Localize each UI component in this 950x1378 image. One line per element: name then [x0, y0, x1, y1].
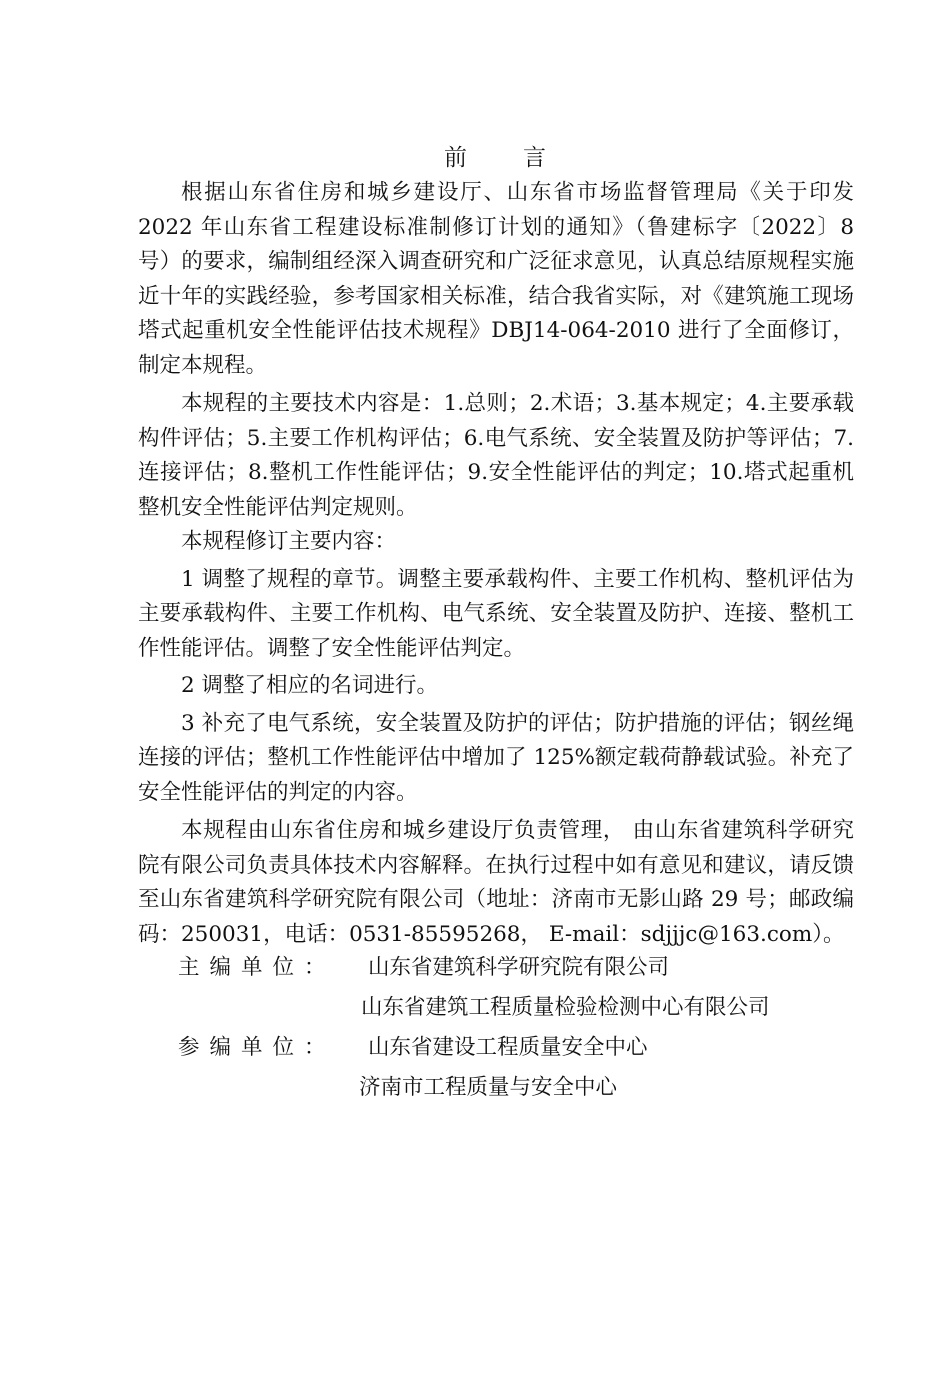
paragraph-management: 本规程由山东省住房和城乡建设厅负责管理， 由山东省建筑科学研究院有限公司负责具体技术内容解释。在执行过程中如有意见和建议，请反馈至山东省建筑科学研究院有限公司（地址：济南市无影山路 29 号；邮政编码：250031，电话：0531-85595268， E-mail：sdjjjc@163.com）。 — [138, 818, 854, 947]
title-char-left: 前 — [444, 145, 467, 171]
title-char-right: 言 — [523, 145, 546, 171]
page-title — [0, 139, 950, 172]
paragraph-background: 根据山东省住房和城乡建设厅、山东省市场监督管理局《关于印发 2022 年山东省工程建设标准制修订计划的通知》（鲁建标字〔2022〕8 号）的要求，编制组经深入调查研究和广泛征求意见，认真总结原规程实施近十年的实践经验，参考国家相关标准，结合我省实际，对《建筑施工现场塔式起重机安全性能评估技术规程》DBJ14-064-2010 进行了全面修订，制定本规程。 — [138, 180, 854, 378]
chief-units-label: 主编单位： — [178, 955, 336, 980]
chief-unit-name: 山东省建筑科学研究院有限公司 — [368, 955, 670, 980]
chief-unit-name: 山东省建筑工程质量检验检测中心有限公司 — [361, 995, 770, 1020]
chief-unit-row — [178, 949, 878, 989]
paragraph-main-contents: 本规程的主要技术内容是：1.总则；2.术语；3.基本规定；4.主要承载构件评估；5.主要工作机构评估；6.电气系统、安全装置及防护等评估；7.连接评估；8.整机工作性能评估；9.安全性能评估的判定；10.塔式起重机整机安全性能评估判定规则。 — [138, 391, 854, 520]
participating-units-label: 参编单位： — [178, 1035, 336, 1060]
revision-item: 3 补充了电气系统，安全装置及防护的评估；防护措施的评估；钢丝绳连接的评估；整机工作性能评估中增加了 125%额定载荷静载试验。补充了安全性能评估的判定的内容。 — [138, 710, 854, 805]
participating-unit-row — [178, 1029, 878, 1069]
chief-unit-row — [178, 989, 878, 1029]
paragraph-revision-intro: 本规程修订主要内容： — [181, 529, 397, 554]
revision-item: 1 调整了规程的章节。调整主要承载构件、主要工作机构、整机评估为主要承载构件、主要工作机构、电气系统、安全装置及防护、连接、整机工作性能评估。调整了安全性能评估判定。 — [138, 566, 854, 661]
participating-unit-name: 山东省建设工程质量安全中心 — [368, 1035, 648, 1060]
units-section — [178, 949, 878, 1109]
participating-unit-row — [178, 1069, 878, 1109]
revision-item: 2 调整了相应的名词进行。 — [181, 673, 439, 698]
preface-body — [138, 176, 854, 952]
participating-unit-name: 济南市工程质量与安全中心 — [359, 1075, 618, 1100]
